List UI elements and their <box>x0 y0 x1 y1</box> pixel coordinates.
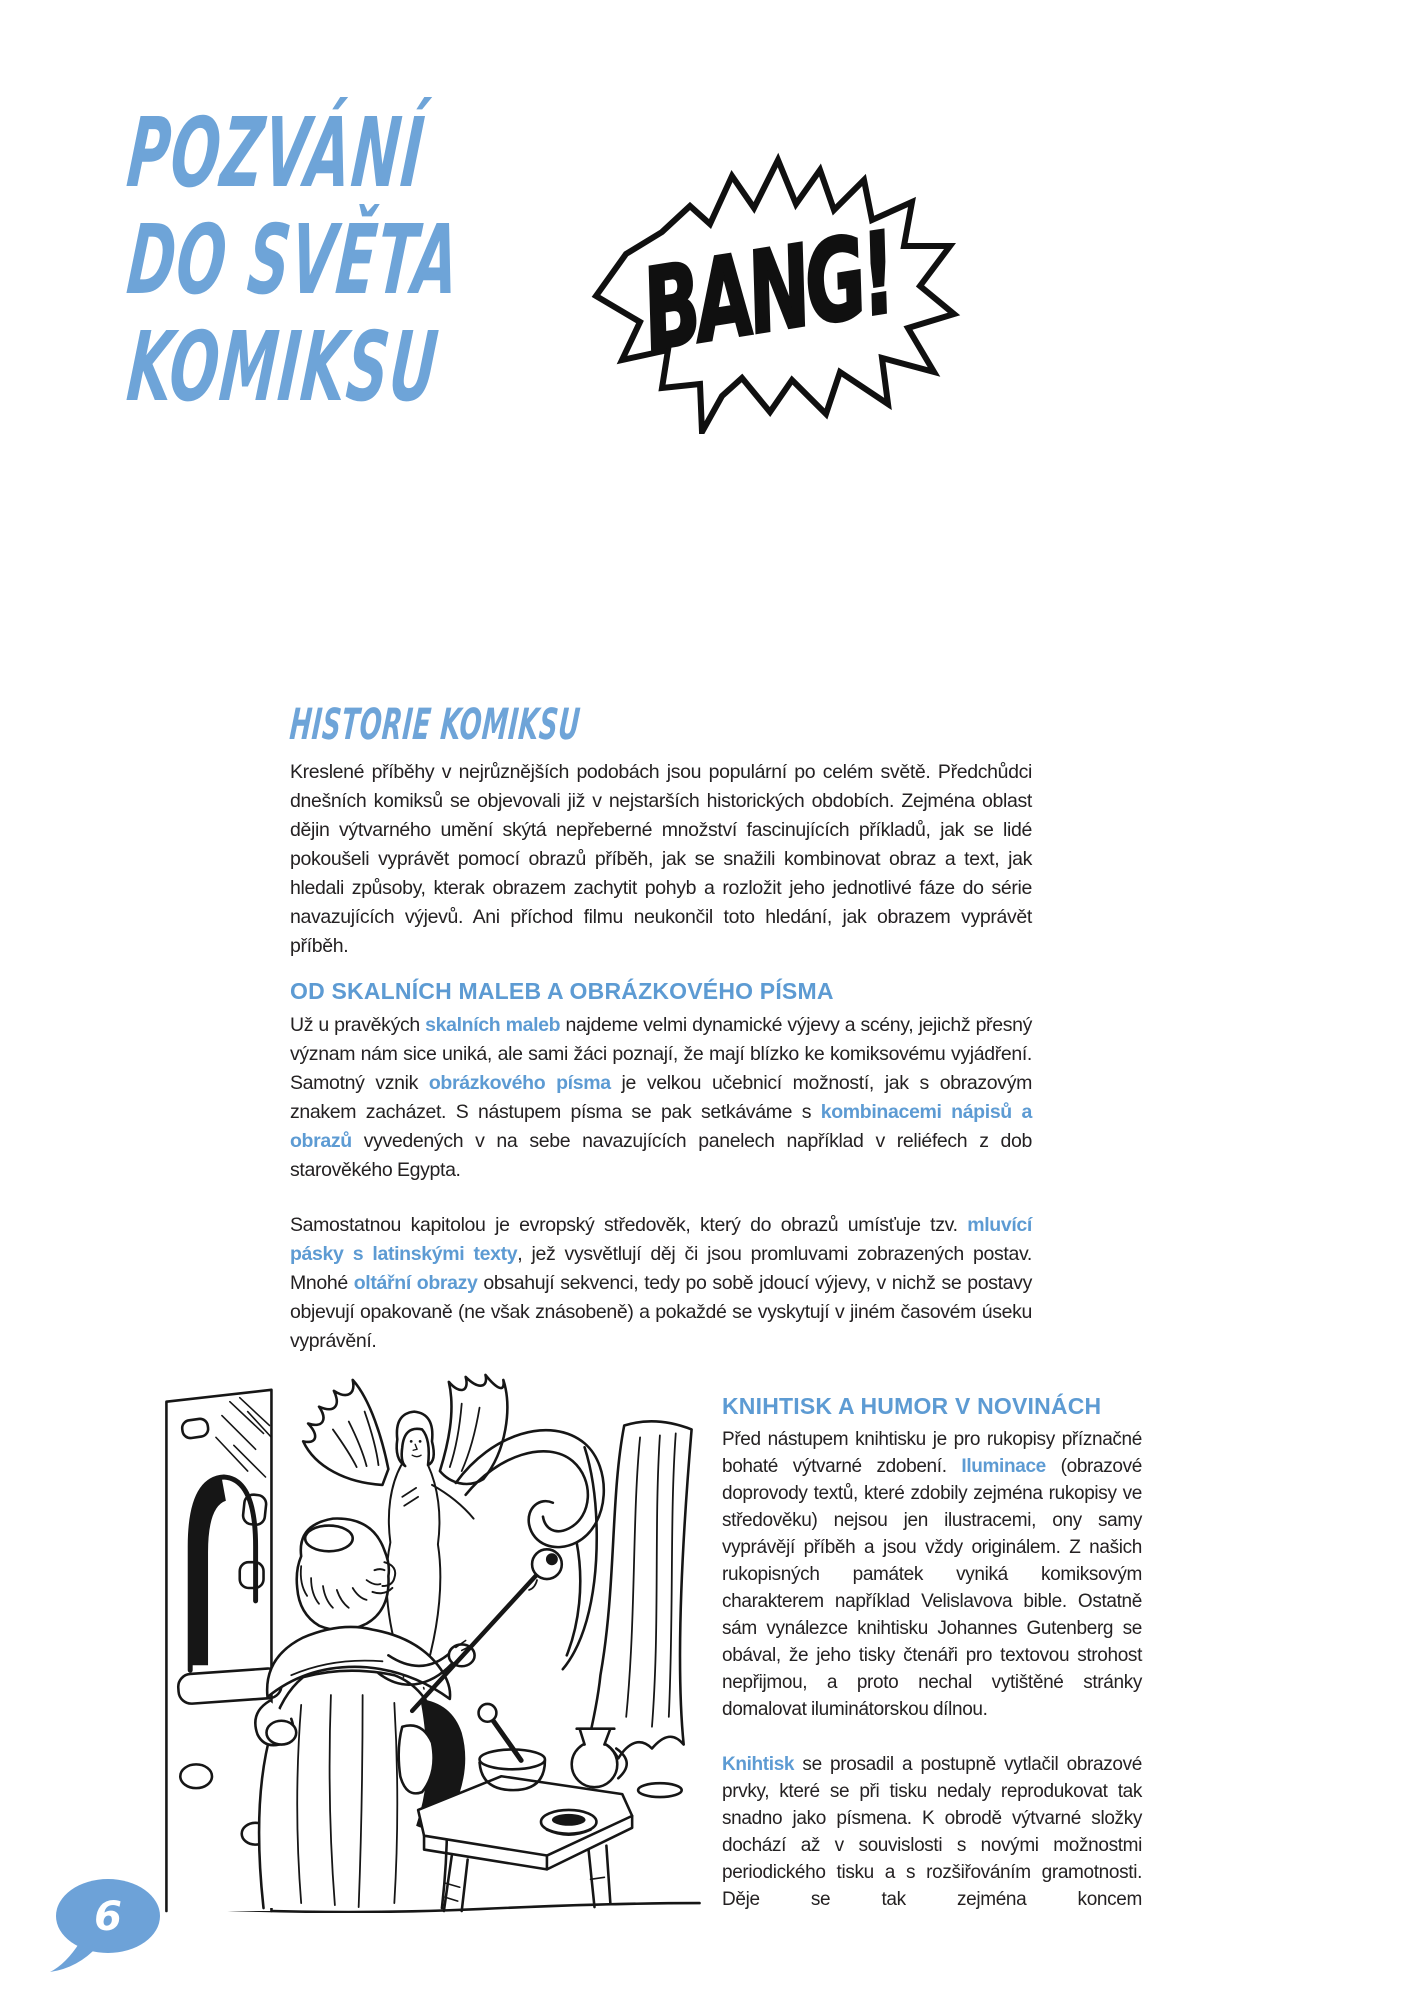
section-heading-knihtisk: KNIHTISK A HUMOR V NOVINÁCH <box>722 1393 1102 1419</box>
page-number: 6 <box>94 1894 122 1940</box>
highlighted-term: mluvící pásky s latinskými texty <box>290 1214 1032 1265</box>
section-heading-od-skalnich: OD SKALNÍCH MALEB A OBRÁZKOVÉHO PÍSMA <box>290 978 834 1004</box>
text-run: (obrazové doprovody textů, které zdobily zejména rukopisy ve středověku) nejsou jen ilustracemi, ony samy vyprávějí příběh a jsou vždy originálem. Z našich rukopisných památek vyniká komiksovým charakterem například Velislavova bible. Ostatně sám vynálezce knihtisku Johannes Gutenberg se obával, že jeho tisky čtenáři pro textovou strohost nepřijmou, a proto nechal vytištěné stránky domalovat iluminátorskou dílnou. <box>722 1456 1142 1720</box>
illuminator-angel-illustration-icon <box>150 1368 710 1913</box>
page-title-line-3: KOMIKSU <box>123 311 443 423</box>
paragraph-stredovek <box>290 1211 1032 1356</box>
text-run: obsahují sekvenci, tedy po sobě jdoucí výjevy, v nichž se postavy objevují opakovaně (ne však znásobeně) a pokaždé se vyskytují v jiném časovém úseku vyprávění. <box>290 1272 1032 1352</box>
paragraph-historie: Kreslené příběhy v nejrůznějších podobách jsou populární po celém světě. Předchůdci dnešních komiksů se objevovali již v nejstarších historických obdobích. Zejména oblast dějin výtvarného umění skýtá nepřeberné množství fascinujících příkladů, jak se lidé pokoušeli vyprávět pomocí obrazů příběh, jak se snažili kombinovat obraz a text, jak hledali způsoby, kterak obrazem zachytit pohyb a rozložit jeho jednotlivé fáze do série navazujících výjevů. Ani příchod filmu neukončil toto hledání, jak obrazem vyprávět příběh. <box>290 761 1032 957</box>
right-text-column <box>722 1392 1142 1913</box>
highlighted-term: oltářní obrazy <box>353 1272 478 1294</box>
bubble-tail <box>50 1942 98 1972</box>
paragraph-knihtisk <box>722 1751 1142 1913</box>
text-run: , jež vysvětlují děj či jsou promluvami zobrazených postav. Mnohé <box>290 1243 1032 1294</box>
paragraph-skalni-malby <box>290 1011 1032 1185</box>
text-run: se prosadil a postupně vytlačil obrazové prvky, které se při tisku nedaly reprodukovat tak snadno jako písmena. K obrodě výtvarné složky dochází až v souvislosti s novými možnostmi periodického tisku a s rozšiřováním gramotnosti. Děje se tak zejména koncem <box>722 1754 1142 1910</box>
highlighted-term: Knihtisk <box>722 1754 795 1775</box>
text-run: je velkou učebnicí možností, jak s obrazovým znakem zacházet. S nástupem písma se pak setkáváme s <box>290 1072 1032 1123</box>
text-run: Už u pravěkých <box>290 1014 426 1036</box>
paragraph-iluminace <box>722 1426 1142 1723</box>
page-title-line-2: DO SVĚTA <box>123 204 465 316</box>
monk-illuminator <box>255 1519 474 1909</box>
text-run: Samostatnou kapitolou je evropský středověk, který do obrazů umísťuje tzv. <box>290 1214 968 1236</box>
bang-text: BANG! <box>634 209 902 377</box>
highlighted-term: Iluminace <box>961 1456 1046 1477</box>
highlighted-term: kombinacemi nápisů a obrazů <box>290 1101 1032 1152</box>
page-number-bubble-icon <box>44 1874 168 1978</box>
bang-burst-icon <box>582 146 962 434</box>
page-title-line-1: POZVÁNÍ <box>123 97 429 209</box>
dish <box>638 1783 682 1797</box>
highlighted-term: skalních maleb <box>425 1014 561 1036</box>
section-heading-historie: HISTORIE KOMIKSU <box>287 700 583 750</box>
text-run: vyvedených v na sebe navazujících panelech například v reliéfech z dob starověkého Egypta. <box>290 1130 1032 1181</box>
highlighted-term: obrázkového písma <box>428 1072 611 1094</box>
text-run: Před nástupem knihtisku je pro rukopisy příznačné bohaté výtvarné zdobení. <box>722 1429 1142 1477</box>
jug <box>572 1742 618 1788</box>
text-run: najdeme velmi dynamické výjevy a scény, jejichž přesný význam nám sice uniká, ale sami žáci poznají, že mají blízko ke komiksovému vyjádření. Samotný vznik <box>290 1014 1032 1094</box>
main-text-column <box>287 700 1032 1356</box>
